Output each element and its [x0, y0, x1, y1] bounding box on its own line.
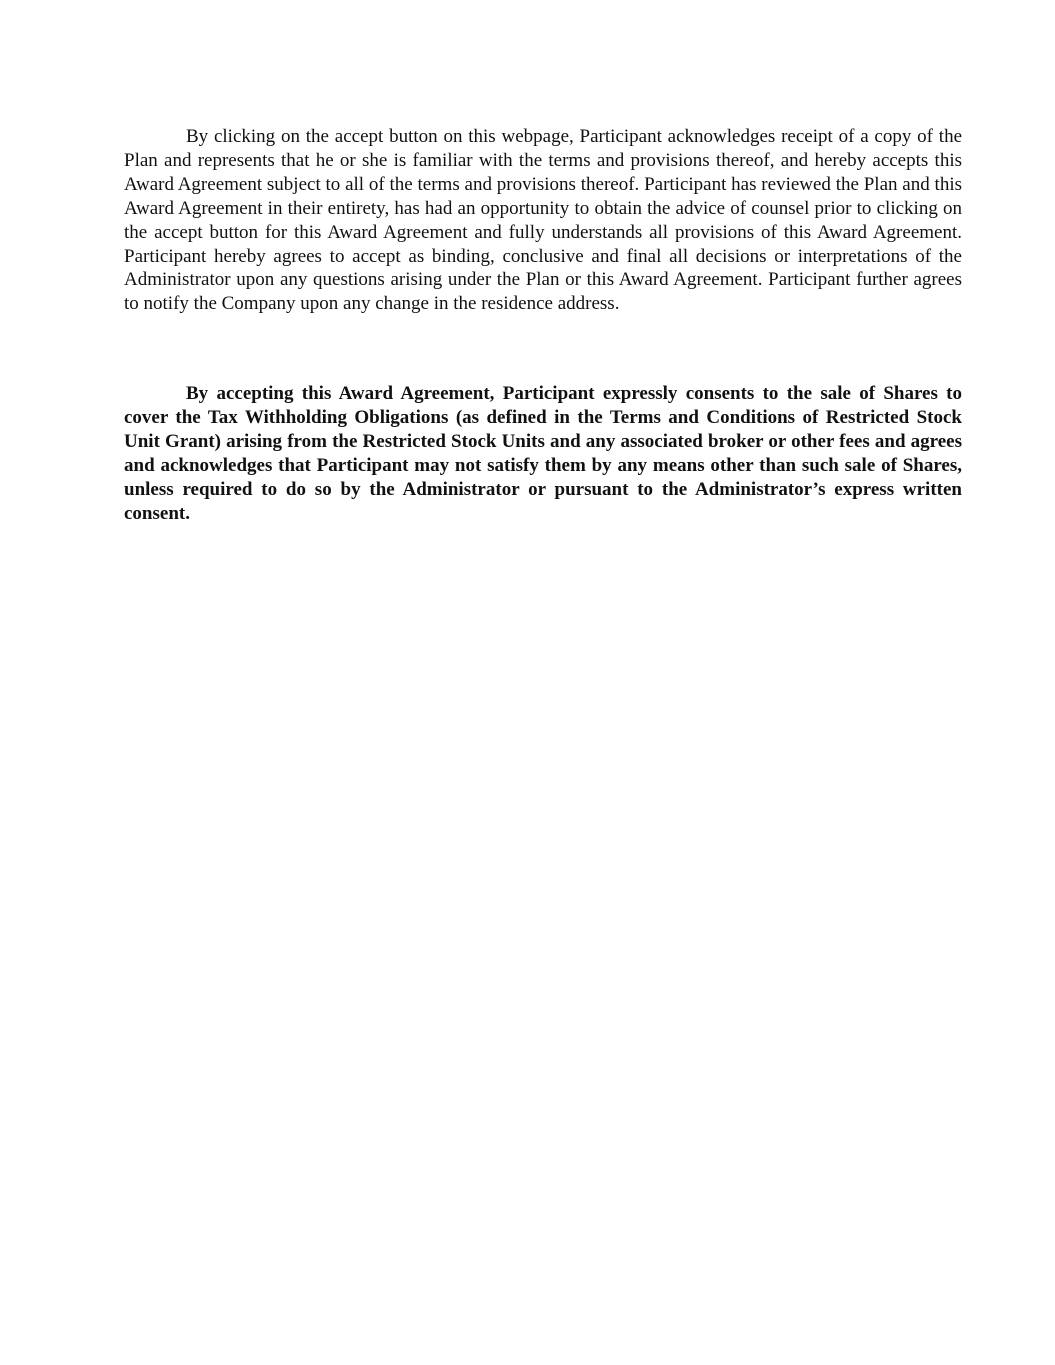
acceptance-acknowledgement-paragraph: By clicking on the accept button on this webpage, Participant acknowledges receipt of a copy of the Plan and represents that he or she is familiar with the terms and provisions thereof, and hereby accepts this Award Agreement subject to all of the terms and provisions thereof. Participant has reviewed the Plan and this Award Agreement in their entirety, has had an opportunity to obtain the advice of counsel prior to clicking on the accept button for this Award Agreement and fully understands all provisions of this Award Agreement. Participant hereby agrees to accept as binding, conclusive and final all decisions or interpretations of the Administrator upon any questions arising under the Plan or this Award Agreement. Participant further agrees to notify the Company upon any change in the residence address.	[124, 126, 962, 315]
tax-withholding-consent-paragraph: By accepting this Award Agreement, Participant expressly consents to the sale of Shares to cover the Tax Withholding Obligations (as defined in the Terms and Conditions of Restricted Stock Unit Grant) arising from the Restricted Stock Units and any associated broker or other fees and agrees and acknowledges that Participant may not satisfy them by any means other than such sale of Shares, unless required to do so by the Administrator or pursuant to the Administrator’s express written consent.	[124, 383, 962, 524]
